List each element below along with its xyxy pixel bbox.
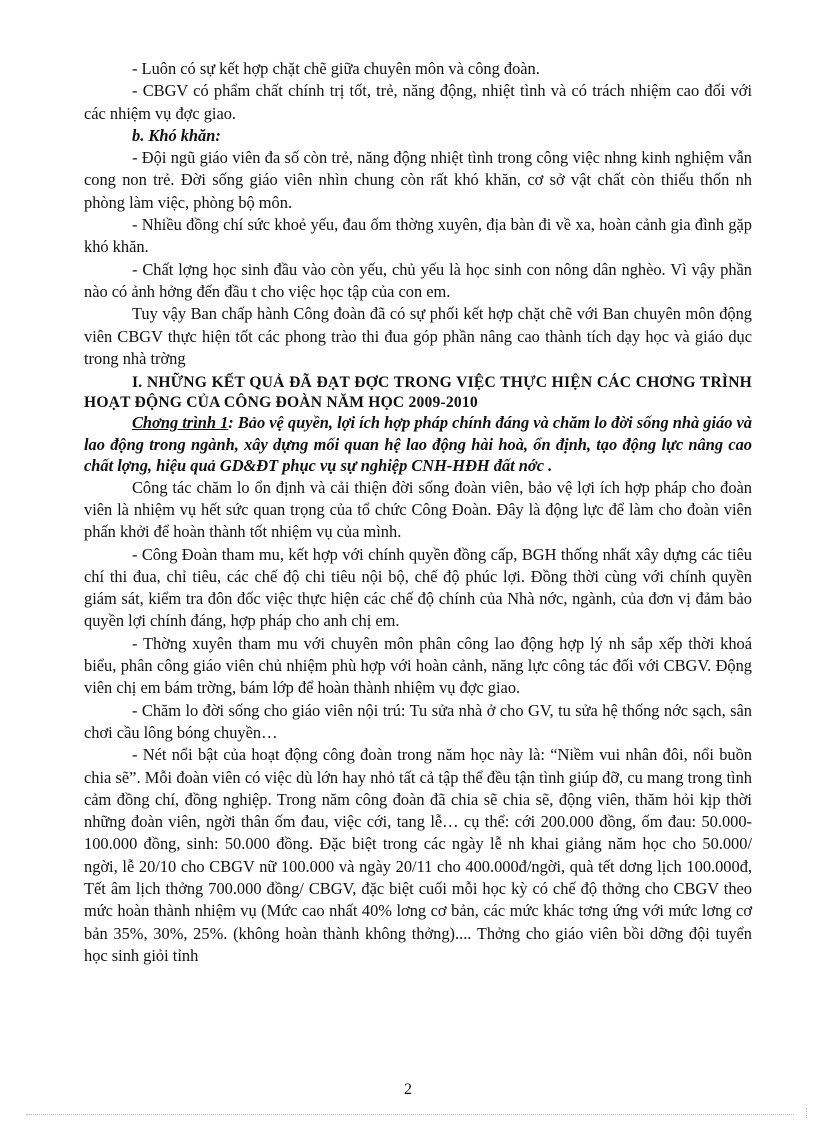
paragraph-welfare-care: Công tác chăm lo ổn định và cải thiện đời sống đoàn viên, bảo vệ lợi ích hợp pháp cho đoàn viên là nhiệm vụ hết sức quan trọng của tổ chức Công Đoàn. Đây là động lực để làm cho đoàn viên phấn khởi để hoàn thành tốt nhiệm vụ của mình.: [84, 477, 752, 542]
page-number: 2: [404, 1081, 412, 1098]
section-heading-results: I. NHỮNG KẾT QUẢ ĐÃ ĐẠT ĐỢC TRONG VIỆC THỰC HIỆN CÁC CHƠNG TRÌNH HOẠT ĐỘNG CỦA CÔNG ĐOÀN NĂM HỌC 2009-2010: [84, 374, 752, 411]
subheading-difficulties: b. Khó khăn:: [132, 125, 221, 145]
page-boundary-divider: [26, 1114, 794, 1115]
paragraph-strength-staff-quality: - CBGV có phẩm chất chính trị tốt, trẻ, năng động, nhiệt tình và có trách nhiệm cao đối với các nhiệm vụ đợc giao.: [84, 81, 752, 123]
paragraph-difficulty-students: - Chất lợng học sinh đầu vào còn yếu, chủ yếu là học sinh con nông dân nghèo. Vì vậy phần nào có ảnh hởng đến đầu t cho việc học tập của con em.: [84, 259, 752, 301]
program-1-label: Chơng trình 1: [132, 413, 229, 433]
paragraph-strength-coordination: - Luôn có sự kết hợp chặt chẽ giữa chuyên môn và công đoàn.: [132, 59, 540, 78]
paragraph-difficulty-staff: - Đội ngũ giáo viên đa số còn trẻ, năng động nhiệt tình trong công việc nhng kinh nghiệm vẫn cong non trẻ. Đời sống giáo viên nhìn chung còn rất khó khăn, cơ sở vật chất còn thiếu thốn nh phòng làm việc, phòng bộ môn.: [84, 148, 752, 212]
paragraph-difficulty-health: - Nhiều đồng chí sức khoẻ yếu, đau ốm thờng xuyên, địa bàn đi về xa, hoàn cảnh gia đình gặp khó khăn.: [84, 215, 752, 257]
page-corner-mark: [806, 1108, 816, 1118]
paragraph-boarding-teachers: - Chăm lo đời sống cho giáo viên nội trú: Tu sửa nhà ở cho GV, tu sửa hệ thống nớc sạch, sân chơi cầu lông bóng chuyền…: [84, 700, 752, 742]
program-1-heading: [84, 412, 752, 477]
paragraph-highlights: - Nét nổi bật của hoạt động công đoàn trong năm học này là: “Niềm vui nhân đôi, nổi buồn chia sẽ”. Mỗi đoàn viên có việc dù lớn hay nhỏ tất cả tập thể đều tận tình giúp đỡ, cu mang trong tình cảm đồng chí, đồng nghiệp. Trong năm công đoàn đã chia sẽ chia sẽ, động viên, thăm hỏi kịp thời những đoàn viên, ngời thân ốm đau, việc cới, tang lễ… cụ thể: cới 200.000 đồng, ốm đau: 50.000-100.000 đồng, sinh: 50.000 đồng. Đặc biệt trong các ngày lễ nh khai giảng năm học cho 50.000/ ngời, lễ 20/10 cho CBGV nữ 100.000 và ngày 20/11 cho 400.000đ/ngời, quà tết dơng lịch 100.000đ, Tết âm lịch thởng 700.000 đồng/ CBGV, đặc biệt cuối mỗi học kỳ có chế độ thởng cho CBGV theo mức hoàn thành nhiệm vụ (Mức cao nhất 40% lơng cơ bản, các mức khác tơng ứng với mức lơng cơ bản 35%, 30%, 25%. (không hoàn thành không thởng).... Thởng cho giáo viên bồi dỡng đội tuyển học sinh giỏi tỉnh: [84, 745, 752, 965]
paragraph-labor-assignment: - Thờng xuyên tham mu với chuyên môn phân công lao động hợp lý nh sắp xếp thời khoá biểu, phân công giáo viên chủ nhiệm phù hợp với hoàn cảnh, năng lực công tác đối với CBGV. Động viên chị em bám trờng, bám lớp để hoàn thành nhiệm vụ đợc giao.: [84, 633, 752, 698]
paragraph-union-advisory: - Công Đoàn tham mu, kết hợp với chính quyền đồng cấp, BGH thống nhất xây dựng các tiêu chí thi đua, chỉ tiêu, các chế độ chi tiêu nội bộ, chế độ phúc lợi. Đồng thời cùng với chính quyền giám sát, kiểm tra đôn đốc việc thực hiện các chế độ chính của Nhà nớc, ngành, của đơn vị đảm bảo quyền lợi chính đáng, hợp pháp cho anh chị em.: [84, 544, 752, 631]
page-body: [84, 58, 752, 967]
program-1-title: : Bảo vệ quyền, lợi ích hợp pháp chính đáng và chăm lo đời sống nhà giáo và lao động trong ngành, xây dựng mối quan hệ lao động hài hoà, ổn định, tạo động lực nâng cao chất lợng, hiệu quả GD&ĐT phục vụ sự nghiệp CNH-HĐH đất nớc .: [84, 413, 752, 476]
paragraph-union-coordination: Tuy vậy Ban chấp hành Công đoàn đã có sự phối kết hợp chặt chẽ với Ban chuyên môn động viên CBGV thực hiện tốt các phong trào thi đua góp phần nâng cao thành tích dạy học và giáo dục trong nhà trờng: [84, 304, 752, 368]
